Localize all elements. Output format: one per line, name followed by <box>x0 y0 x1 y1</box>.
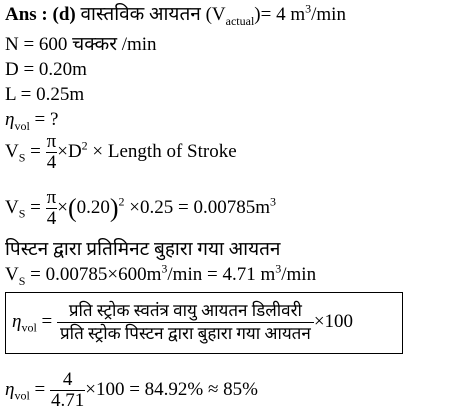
paren-close: ) <box>109 193 119 223</box>
vs-symbol: V <box>5 196 19 218</box>
length-of-stroke: × Length of Stroke <box>87 140 237 162</box>
pi-over-four <box>46 188 58 229</box>
length-line: L = 0.25m <box>5 84 85 105</box>
eta-subscript: vol <box>14 118 30 133</box>
efficiency-fraction <box>57 300 314 345</box>
denominator: 4 <box>46 152 57 173</box>
eta-unknown: = ? <box>29 109 59 130</box>
numerator: π <box>46 131 57 152</box>
final-percentage: ×100 = 84.92% ≈ 85% <box>85 378 259 400</box>
vs-subscript: S <box>18 273 26 288</box>
denominator: 4 <box>46 208 57 229</box>
efficiency-definition-box <box>5 292 403 354</box>
times: × <box>57 196 68 218</box>
answer-line <box>5 1 346 28</box>
fad-per-stroke: प्रति स्ट्रोक स्वतंत्र वायु आयतन डिलीवरी <box>57 300 314 323</box>
numerator: π <box>46 187 57 208</box>
volume-ratio <box>50 370 85 411</box>
result-value: /min = 4.71 m <box>167 264 276 285</box>
vs-subscript: S <box>18 206 26 221</box>
paren-open: ( <box>67 193 77 223</box>
swept-per-minute-heading: पिस्टन द्वारा प्रतिमिनट बुहारा गया आयतन <box>5 239 281 260</box>
product: = 0.00785×600m <box>25 264 162 285</box>
denominator: 4.71 <box>51 390 85 411</box>
actual-unit: /min <box>311 4 346 25</box>
swept-volume-calc <box>5 188 276 229</box>
result-unit: /min <box>281 264 317 285</box>
eta-symbol: η <box>5 378 15 400</box>
vs-symbol: V <box>5 140 19 162</box>
diameter-value: 0.20 <box>76 196 110 218</box>
swept-per-minute-calc <box>5 261 317 288</box>
equals: = <box>25 196 46 218</box>
swept-volume-formula <box>5 132 237 173</box>
actual-subscript: actual <box>225 13 255 28</box>
pi-over-four <box>46 132 58 173</box>
efficiency-result <box>5 370 258 411</box>
cubic-exponent: 3 <box>161 261 168 276</box>
equals: = <box>36 310 57 332</box>
equals: = <box>25 140 46 162</box>
square-exponent: 2 <box>118 194 125 209</box>
times-hundred: ×100 <box>313 310 354 332</box>
eta-symbol: η <box>5 109 15 130</box>
speed-line: N = 600 चक्कर /min <box>5 34 157 55</box>
efficiency-unknown-line <box>5 109 58 131</box>
times-d: ×D <box>57 140 82 162</box>
eta-subscript: vol <box>14 388 30 403</box>
swept-volume-result: ×0.25 = 0.00785m <box>124 196 271 218</box>
eta-symbol: η <box>12 310 22 332</box>
numerator: 4 <box>50 370 85 391</box>
cubic-exponent: 3 <box>270 194 277 209</box>
swept-per-stroke: प्रति स्ट्रोक पिस्टन द्वारा बुहारा गया आयतन <box>60 324 311 343</box>
efficiency-definition <box>12 300 353 345</box>
eta-subscript: vol <box>21 320 37 335</box>
actual-exponent: 3 <box>305 1 312 16</box>
diameter-line: D = 0.20m <box>5 59 87 80</box>
vs-subscript: S <box>18 150 26 165</box>
answer-label: Ans : (d) <box>5 4 76 25</box>
cubic-exponent: 3 <box>275 261 282 276</box>
square-exponent: 2 <box>81 138 88 153</box>
actual-value: )= 4 m <box>254 4 306 25</box>
vs-symbol: V <box>5 264 19 285</box>
equals: = <box>29 378 50 400</box>
actual-volume-text: वास्तविक आयतन (V <box>75 4 226 25</box>
